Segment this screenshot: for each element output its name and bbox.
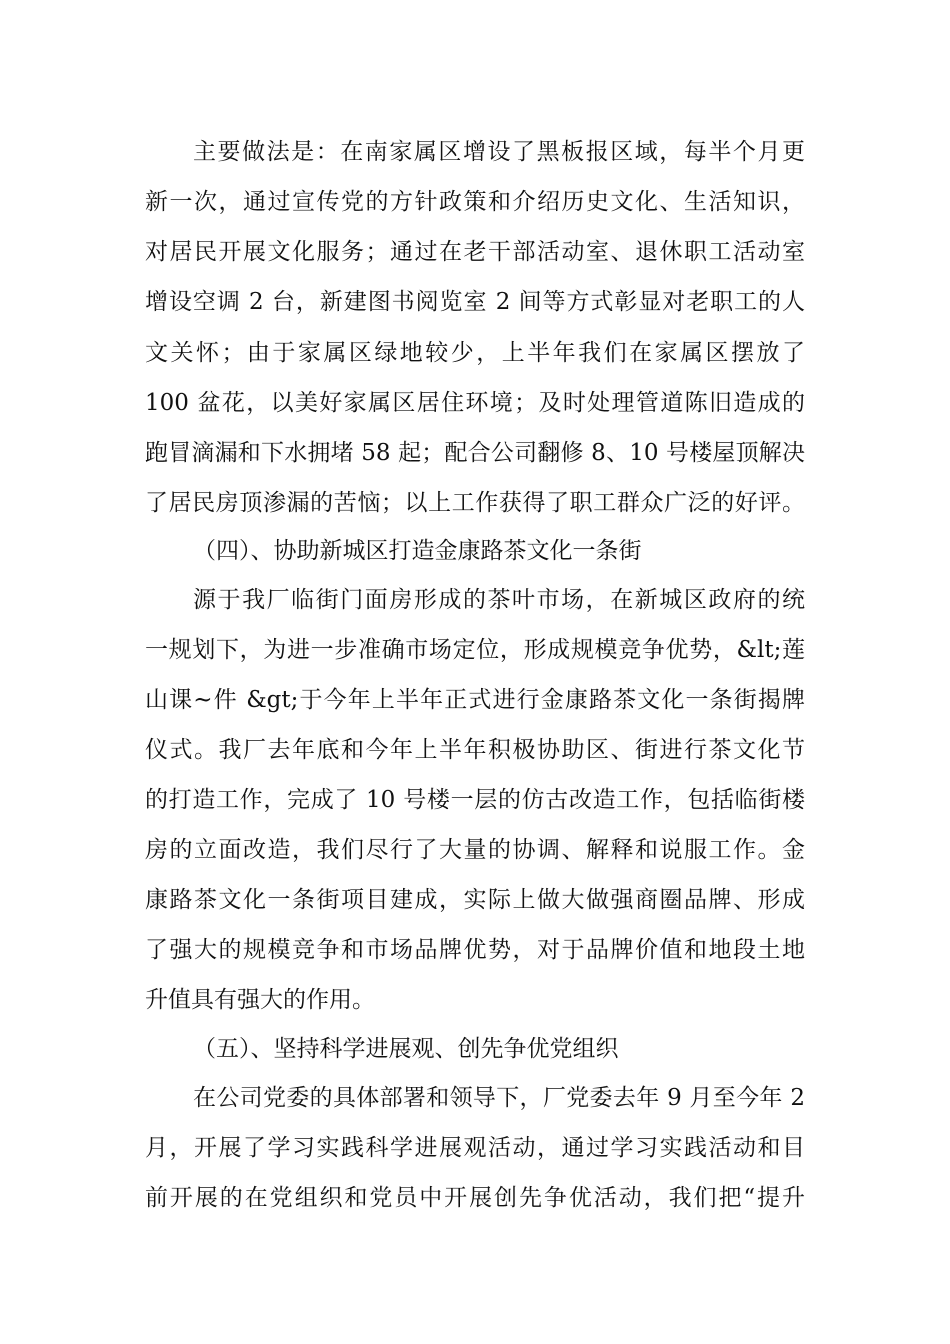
paragraph-line: 跑冒滴漏和下水拥堵 58 起；配合公司翻修 8、10 号楼屋顶解决 bbox=[145, 440, 805, 466]
paragraph-line: 主要做法是：在南家属区增设了黑板报区域，每半个月更 bbox=[193, 139, 805, 165]
paragraph-line: 一规划下，为进一步准确市场定位，形成规模竞争优势，&lt;莲 bbox=[145, 637, 805, 663]
paragraph-line: 新一次，通过宣传党的方针政策和介绍历史文化、生活知识， bbox=[145, 189, 805, 215]
paragraph-line: 对居民开展文化服务；通过在老干部活动室、退休职工活动室 bbox=[145, 239, 805, 265]
paragraph-line: 升值具有强大的作用。 bbox=[145, 987, 375, 1013]
paragraph-line: 了居民房顶渗漏的苦恼；以上工作获得了职工群众广泛的好评。 bbox=[145, 490, 805, 516]
paragraph-line: 源于我厂临街门面房形成的茶叶市场，在新城区政府的统 bbox=[193, 587, 805, 613]
paragraph-line: 了强大的规模竞争和市场品牌优势，对于品牌价值和地段土地 bbox=[145, 937, 805, 963]
paragraph-line: 山课~件 &gt;于今年上半年正式进行金康路茶文化一条街揭牌 bbox=[145, 687, 805, 713]
paragraph-line: 增设空调 2 台，新建图书阅览室 2 间等方式彰显对老职工的人 bbox=[145, 289, 805, 315]
paragraph-line: 房的立面改造，我们尽行了大量的协调、解释和说服工作。金 bbox=[145, 837, 805, 863]
section-heading: （五）、坚持科学进展观、创先争优党组织 bbox=[193, 1036, 619, 1062]
paragraph-line: 康路茶文化一条街项目建成，实际上做大做强商圈品牌、形成 bbox=[145, 887, 805, 913]
paragraph-line: 在公司党委的具体部署和领导下，厂党委去年 9 月至今年 2 bbox=[193, 1085, 805, 1111]
paragraph-line: 月，开展了学习实践科学进展观活动，通过学习实践活动和目 bbox=[145, 1135, 805, 1161]
paragraph-line: 的打造工作，完成了 10 号楼一层的仿古改造工作，包括临街楼 bbox=[145, 787, 805, 813]
paragraph-line: 文关怀；由于家属区绿地较少，上半年我们在家属区摆放了 bbox=[145, 340, 805, 366]
section-heading: （四）、协助新城区打造金康路茶文化一条街 bbox=[193, 538, 642, 564]
paragraph-line: 仪式。我厂去年底和今年上半年积极协助区、街进行茶文化节 bbox=[145, 737, 805, 763]
paragraph-line: 100 盆花，以美好家属区居住环境；及时处理管道陈旧造成的 bbox=[145, 390, 805, 416]
paragraph-line: 前开展的在党组织和党员中开展创先争优活动，我们把“提升 bbox=[145, 1185, 805, 1211]
